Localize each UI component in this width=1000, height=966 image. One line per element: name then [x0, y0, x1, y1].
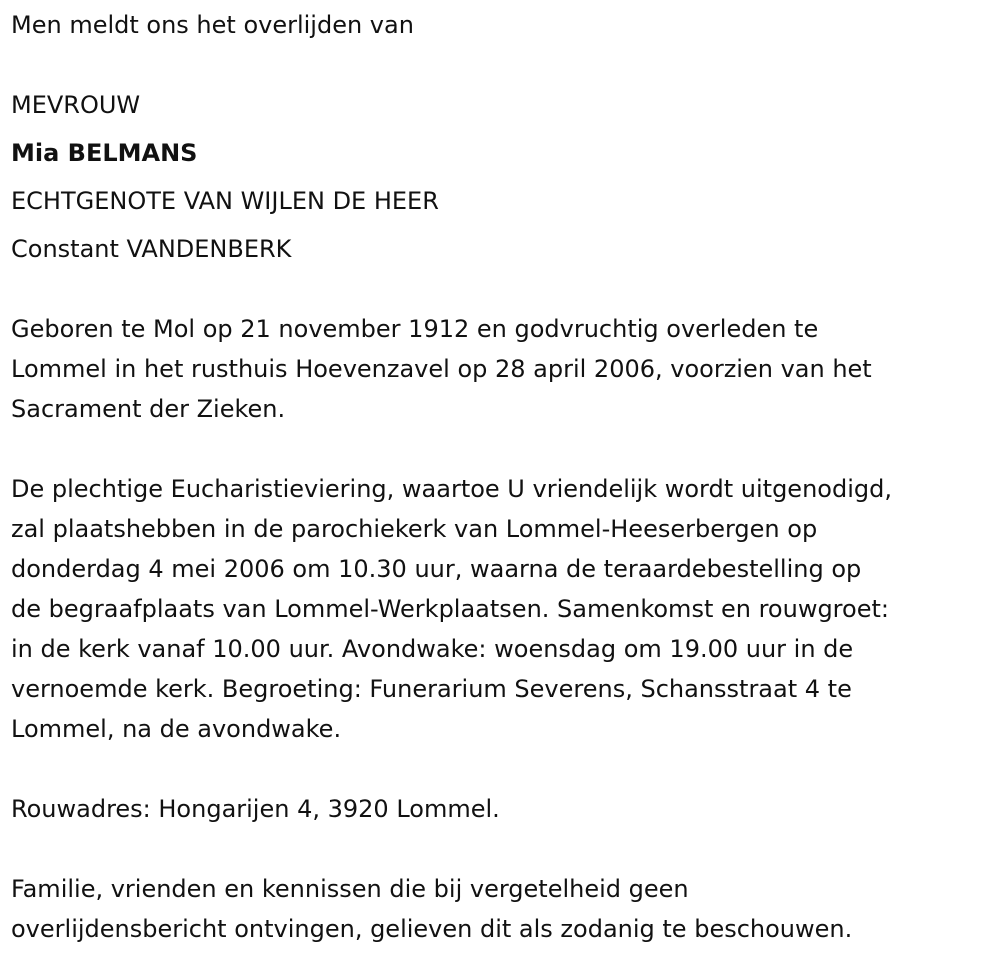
relation-text: ECHTGENOTE VAN WIJLEN DE HEER: [11, 187, 439, 215]
honorific: MEVROUW: [11, 91, 141, 119]
deceased-name: Mia BELMANS: [11, 139, 198, 167]
intro-text: Men meldt ons het overlijden van: [11, 11, 414, 39]
paragraph-line: donderdag 4 mei 2006 om 10.30 uur, waarna de teraardebestelling op: [11, 555, 862, 583]
paragraph-line: De plechtige Eucharistieviering, waartoe U vriendelijk wordt uitgenodigd,: [11, 475, 892, 503]
paragraph-line: Familie, vrienden en kennissen die bij vergetelheid geen: [11, 875, 689, 903]
paragraph-line: zal plaatshebben in de parochiekerk van Lommel-Heeserbergen op: [11, 515, 818, 543]
paragraph-line: in de kerk vanaf 10.00 uur. Avondwake: woensdag om 19.00 uur in de: [11, 635, 854, 663]
paragraph-line: Lommel, na de avondwake.: [11, 715, 342, 743]
paragraph-line: Lommel in het rusthuis Hoevenzavel op 28 april 2006, voorzien van het: [11, 355, 872, 383]
paragraph-line: de begraafplaats van Lommel-Werkplaatsen. Samenkomst en rouwgroet:: [11, 595, 889, 623]
spouse-name: Constant VANDENBERK: [11, 235, 292, 263]
paragraph-line: Geboren te Mol op 21 november 1912 en godvruchtig overleden te: [11, 315, 819, 343]
paragraph-line: Sacrament der Zieken.: [11, 395, 286, 423]
paragraph-line: overlijdensbericht ontvingen, gelieven dit als zodanig te beschouwen.: [11, 915, 853, 943]
mourning-address: Rouwadres: Hongarijen 4, 3920 Lommel.: [11, 795, 500, 823]
paragraph-line: vernoemde kerk. Begroeting: Funerarium Severens, Schansstraat 4 te: [11, 675, 852, 703]
